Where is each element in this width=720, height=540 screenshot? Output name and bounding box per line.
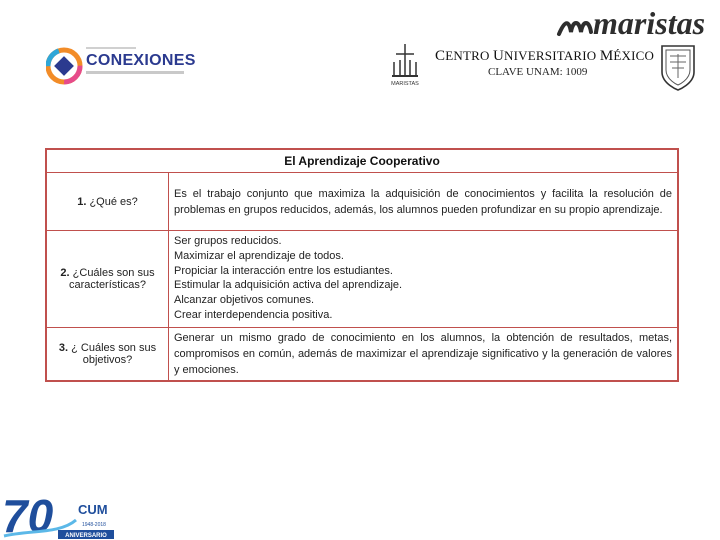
list-item: Propiciar la interacción entre los estudiantes. xyxy=(174,264,393,277)
table-row xyxy=(47,231,677,328)
maristas-emblem-icon xyxy=(388,42,422,88)
anniversary-label: ANIVERSARIO xyxy=(65,533,107,539)
anniversary-years: 1948-2018 xyxy=(82,522,106,528)
list-item: Ser grupos reducidos. xyxy=(174,235,282,247)
anniversary-number: 70 xyxy=(2,490,54,540)
list-item: Maximizar el aprendizaje de todos. xyxy=(174,249,344,262)
cum-logo-text: CUM xyxy=(78,502,108,517)
list-item: Estimular la adquisición activa del aprendizaje. xyxy=(174,279,403,292)
list-item: Crear interdependencia positiva. xyxy=(174,308,333,321)
table-row xyxy=(47,328,677,380)
maristas-brand-logo xyxy=(555,2,705,44)
list-item: Alcanzar objetivos comunes. xyxy=(174,294,315,307)
institution-subtitle: CLAVE UNAM: 1009 xyxy=(488,66,588,78)
anniversary-logo-icon xyxy=(0,490,118,540)
table-row xyxy=(47,173,677,231)
table-title: El Aprendizaje Cooperativo xyxy=(47,150,677,173)
characteristics-list xyxy=(174,234,402,323)
answer-cell xyxy=(174,231,672,327)
conexiones-logo-text: CONEXIONES xyxy=(86,52,196,69)
institution-title: CENTRO UNIVERSITARIO MÉXICO xyxy=(435,48,655,64)
question-cell: 2. ¿Cuáles son sus características? xyxy=(47,231,169,327)
question-cell: 1. ¿Qué es? xyxy=(47,173,169,230)
unam-seal-icon xyxy=(658,42,698,92)
conexiones-tagline-bar xyxy=(86,71,184,74)
answer-cell: Generar un mismo grado de conocimiento en los alumnos, la obtención de resultados, metas, compromisos en común, además de maximizar el aprendizaje significativo y la generación de valores y emociones. xyxy=(174,332,672,376)
cooperative-learning-table xyxy=(45,148,679,382)
answer-cell: Es el trabajo conjunto que maximiza la adquisición de conocimientos y facilita la resolución de problemas en grupos reducidos, además, los alumnos pueden profundizar en su propio aprendizaje. xyxy=(174,187,672,216)
brand-script-text: maristas xyxy=(593,5,705,41)
question-cell: 3. ¿ Cuáles son sus objetivos? xyxy=(47,328,169,380)
emblem-caption: MARISTAS xyxy=(391,81,419,87)
conexiones-top-line xyxy=(86,47,136,49)
